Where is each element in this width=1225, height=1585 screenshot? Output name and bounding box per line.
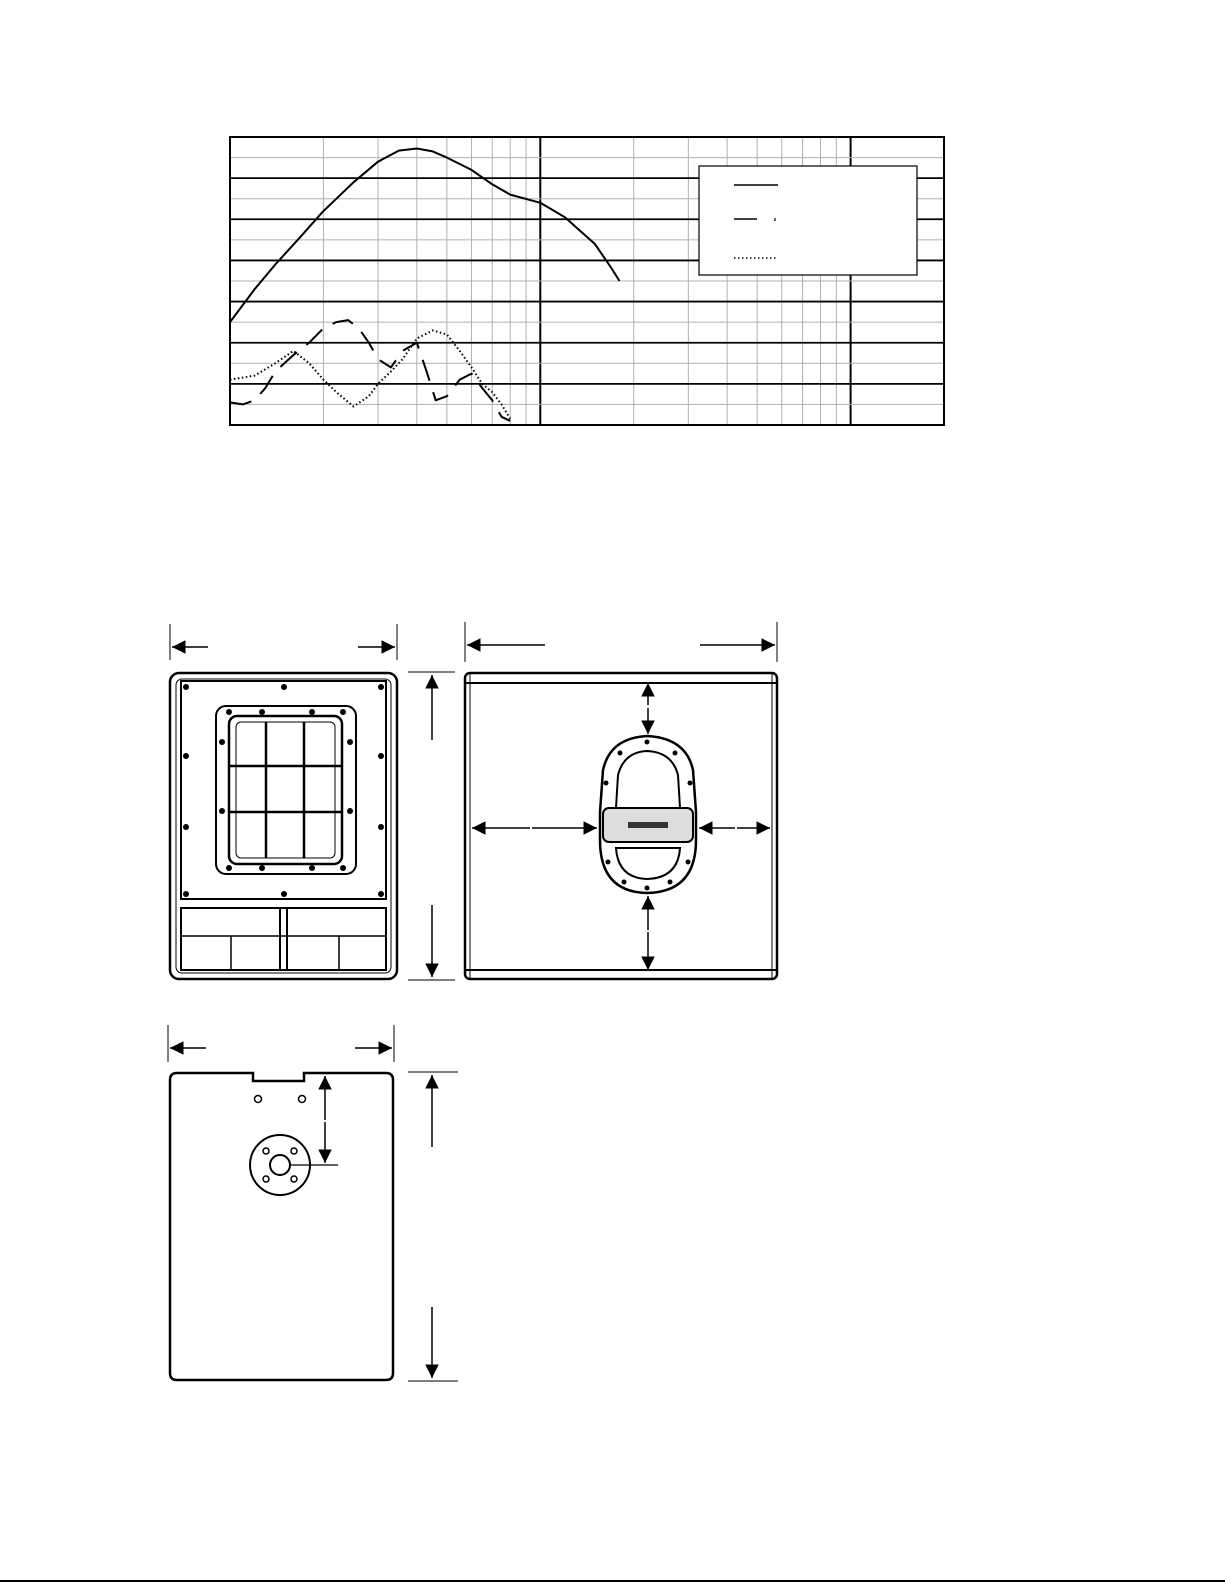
side-view-drawing [465,622,777,979]
side-handle-outer [600,736,696,893]
front-baffle-panel [181,681,386,899]
side-handle-screws [604,740,693,891]
pole-mount-flange [250,1135,310,1195]
side-handle-grip-bar [628,822,668,828]
horn-mouth [229,716,342,864]
chart-legend [699,166,917,275]
horn-flange [216,706,356,874]
front-baffle-screws [183,684,384,897]
side-handle-inner-bottom [616,848,680,879]
frequency-response-chart [0,0,1225,470]
front-view-drawing [170,624,455,980]
chart-series-dashed-line [230,320,510,421]
front-port-panel [181,908,386,970]
page-bottom-rule [0,1580,1225,1582]
bottom-panel-outline [170,1073,393,1380]
horn-throat-inner [236,722,335,858]
pole-mount-socket [270,1155,290,1175]
bottom-rigging-hole-left [255,1096,262,1103]
side-cabinet-outline [465,673,777,979]
pole-mount-screws [263,1148,297,1182]
bottom-view-drawing [168,1025,458,1381]
bottom-rigging-hole-right [299,1096,306,1103]
front-cabinet-outline [170,673,397,979]
side-handle-grip [603,808,693,842]
legend-box [699,166,917,275]
front-cabinet-inner-outline [176,679,391,973]
side-handle-inner-top [616,751,680,808]
chart-series-solid-line [230,149,620,323]
chart-series-group [230,149,620,421]
